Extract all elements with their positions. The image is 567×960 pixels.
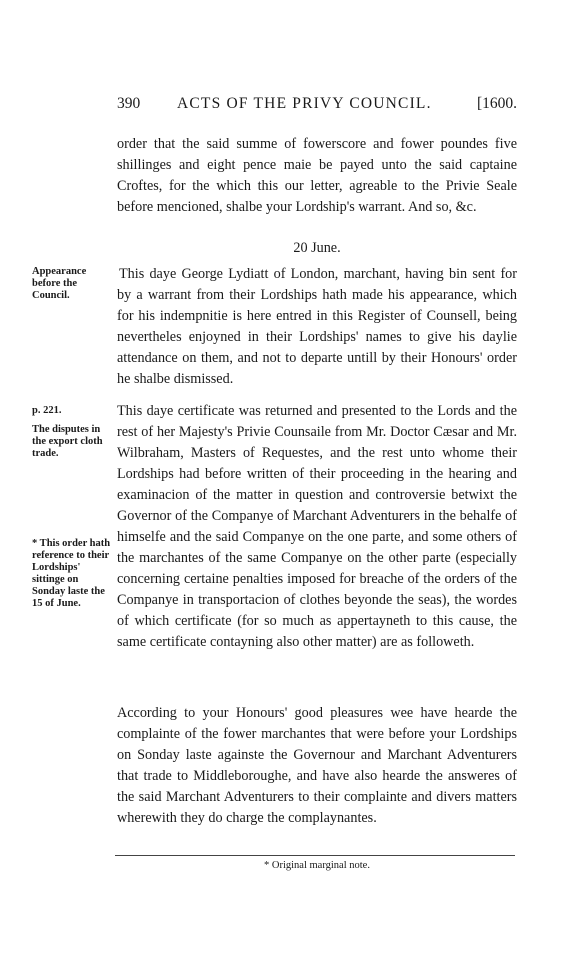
running-header (117, 95, 517, 117)
paragraph-warrant-end: order that the said summe of fowerscore and fower poundes five shillinges and eight pence maie be payed unto the said captaine Croftes, for the which this our letter, agreable to the Privie Seale before mencioned, shalbe your Lordship's warrant. And so, &c. (117, 136, 517, 215)
margin-note-disputes: The disputes in the export cloth trade. (32, 424, 103, 459)
margin-note-order: * This order hath reference to their Lordships' sittinge on Sonday laste the 15 of June. (32, 538, 111, 609)
margin-note-page-ref: p. 221. (32, 405, 62, 416)
page-number: 390 (117, 95, 141, 112)
margin-note-appearance: Appearance before the Council. (32, 266, 87, 301)
entry-date: 20 June. (293, 240, 341, 256)
footnote: * Original marginal note. (264, 860, 370, 871)
paragraph-appearance: This daye George Lydiatt of London, marchant, having bin sent for by a warrant from their Lordships hath made his appearance, which for his indempnitie is here entred in this Register of Counsell, being nevertheles enjoyned in their Lordships' names to give his daylie attendance on them, and not to departe untill by their Honours' order he shalbe dismissed. (117, 266, 517, 387)
running-title: ACTS OF THE PRIVY COUNCIL. (177, 95, 432, 112)
footnote-rule (115, 855, 515, 856)
header-year: [1600. (476, 95, 517, 112)
paragraph-certificate: This daye certificate was returned and presented to the Lords and the rest of her Majesty's Privie Counsaile from Mr. Doctor Cæsar and Mr. Wilbraham, Masters of Requestes, and the rest unto whome their Lordships had before written of their proceeding in the hearing and examinacion of the matter in question and controversie betwixt the Governor of the Companye of Marchant Adventurers in the behalfe of himselfe and the said Companye on the one parte, and some others of the marchantes of the same Companye on the other parte (especially concerning certaine penalties imposed for breache of the orders of the Companye in transportacion of clothes beyonde the seas), the wordes of which certificate (for so much as appertayneth to this cause, the same certificate contayning also other matter) are as followeth. (117, 403, 517, 650)
paragraph-complainte: According to your Honours' good pleasures wee have hearde the complainte of the fower marchantes that were before your Lordships on Sonday laste againste the Governour and Marchant Adventurers that trade to Middleboroughe, and have also hearde the answeres of the said Marchant Adventurers to their complainte and divers matters wherewith they do charge the complaynantes. (117, 705, 517, 826)
